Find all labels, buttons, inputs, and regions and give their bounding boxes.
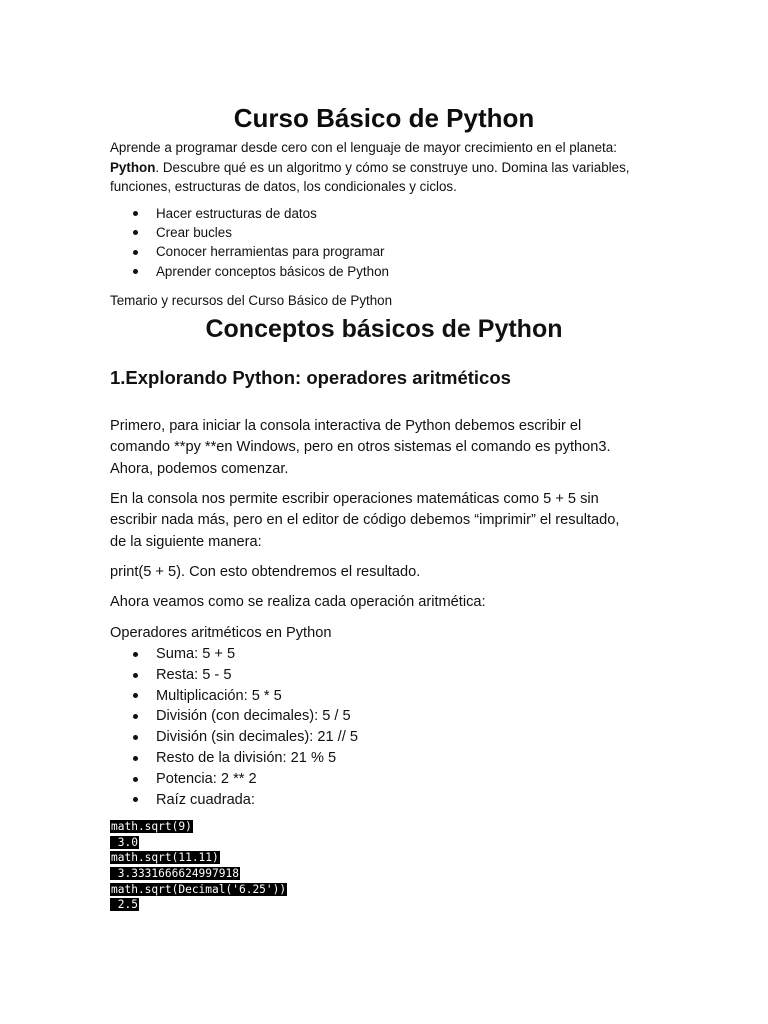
list-item: Hacer estructuras de datos: [110, 204, 389, 223]
code-text: 3.0: [111, 835, 138, 849]
list-item: División (sin decimales): 21 // 5: [110, 727, 358, 748]
paragraph-print: print(5 + 5). Con esto obtendremos el resultado.: [110, 564, 421, 580]
page-title: Curso Básico de Python: [233, 103, 535, 133]
list-item: Raíz cuadrada:: [110, 790, 358, 811]
paragraph-console: [110, 416, 658, 480]
paragraph-line: escribir nada más, pero en el editor de código debemos “imprimir” el resultado,: [110, 512, 620, 529]
intro-paragraph: [110, 138, 658, 197]
code-line: [110, 866, 287, 882]
list-item: Potencia: 2 ** 2: [110, 769, 358, 790]
code-text: 2.5: [111, 898, 138, 912]
code-line: [110, 882, 287, 898]
paragraph-line: Ahora, podemos comenzar.: [110, 460, 289, 477]
paragraph-editor: [110, 489, 658, 553]
subsection-title: 1.Explorando Python: operadores aritméticos: [110, 367, 511, 388]
code-text: math.sqrt(9): [111, 820, 192, 833]
code-line: [110, 850, 287, 866]
code-line: [110, 835, 287, 851]
goals-list: [110, 204, 389, 281]
list-item: Suma: 5 + 5: [110, 644, 358, 665]
temario-caption: Temario y recursos del Curso Básico de Python: [110, 293, 393, 308]
code-line: [110, 897, 287, 913]
operators-list: [110, 644, 358, 810]
section-title: Conceptos básicos de Python: [205, 315, 563, 343]
list-item: Resta: 5 - 5: [110, 665, 358, 686]
paragraph-line: de la siguiente manera:: [110, 533, 262, 550]
list-item: División (con decimales): 5 / 5: [110, 706, 358, 727]
code-block: [110, 819, 287, 913]
operators-heading: Operadores aritméticos en Python: [110, 625, 332, 641]
paragraph-operations-intro: Ahora veamos como se realiza cada operación aritmética:: [110, 594, 486, 610]
intro-python-bold: Python: [110, 159, 156, 175]
code-text: math.sqrt(11.11): [111, 851, 219, 865]
code-text: math.sqrt(Decimal('6.25')): [111, 882, 287, 896]
list-item: Multiplicación: 5 * 5: [110, 686, 358, 707]
list-item: Aprender conceptos básicos de Python: [110, 262, 389, 281]
list-item: Resto de la división: 21 % 5: [110, 748, 358, 769]
intro-line-2: . Descubre qué es un algoritmo y cómo se construye uno. Domina las variables,: [155, 159, 630, 175]
code-text: 3.3331666624997918: [111, 867, 239, 881]
paragraph-line: Primero, para iniciar la consola interactiva de Python debemos escribir el: [110, 418, 582, 434]
intro-line-1: Aprende a programar desde cero con el lenguaje de mayor crecimiento en el planeta:: [110, 140, 617, 155]
code-line: [110, 819, 287, 835]
intro-line-3: funciones, estructuras de datos, los condicionales y ciclos.: [110, 179, 457, 194]
paragraph-line: comando **py **en Windows, pero en otros sistemas el comando es python3.: [110, 439, 611, 456]
list-item: Crear bucles: [110, 223, 389, 242]
list-item: Conocer herramientas para programar: [110, 242, 389, 261]
paragraph-line: En la consola nos permite escribir operaciones matemáticas como 5 + 5 sin: [110, 491, 599, 507]
